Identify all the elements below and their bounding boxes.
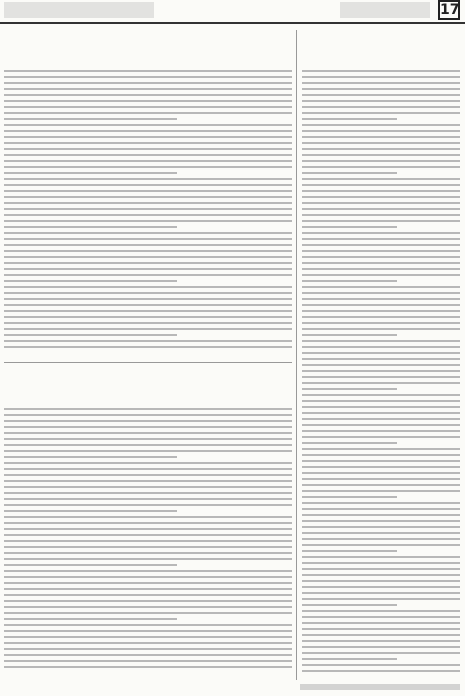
text-line-placeholder bbox=[4, 250, 292, 252]
text-line-placeholder bbox=[302, 106, 460, 108]
article-left-top bbox=[4, 30, 292, 360]
page-number: 17 bbox=[440, 2, 460, 18]
text-line-placeholder bbox=[302, 268, 460, 270]
text-line-placeholder bbox=[4, 346, 292, 348]
text-line-placeholder bbox=[4, 642, 292, 644]
text-line-placeholder bbox=[302, 592, 460, 594]
text-line-placeholder bbox=[302, 532, 460, 534]
text-line-placeholder bbox=[302, 394, 460, 396]
text-line-placeholder bbox=[4, 304, 292, 306]
text-line-placeholder bbox=[302, 412, 460, 414]
text-line-placeholder bbox=[4, 588, 292, 590]
text-line-placeholder bbox=[4, 214, 292, 216]
text-line-placeholder bbox=[302, 574, 460, 576]
text-line-placeholder bbox=[4, 660, 292, 662]
text-line-placeholder bbox=[302, 382, 460, 384]
text-line-placeholder bbox=[302, 124, 460, 126]
text-line-placeholder bbox=[302, 484, 460, 486]
text-line-placeholder bbox=[4, 292, 292, 294]
text-line-placeholder bbox=[302, 166, 460, 168]
text-line-placeholder bbox=[4, 124, 292, 126]
text-line-placeholder bbox=[302, 646, 460, 648]
text-line-placeholder bbox=[302, 262, 460, 264]
text-line-placeholder bbox=[302, 568, 460, 570]
text-line-placeholder bbox=[302, 640, 460, 642]
text-line-placeholder bbox=[302, 628, 460, 630]
text-line-placeholder bbox=[302, 490, 460, 492]
text-line-placeholder bbox=[302, 190, 460, 192]
text-line-placeholder bbox=[4, 148, 292, 150]
text-line-placeholder bbox=[4, 334, 177, 336]
text-line-placeholder bbox=[4, 594, 292, 596]
text-line-placeholder bbox=[302, 112, 460, 114]
text-line-placeholder bbox=[4, 316, 292, 318]
text-line-placeholder bbox=[4, 256, 292, 258]
text-line-placeholder bbox=[4, 498, 292, 500]
text-line-placeholder bbox=[302, 298, 460, 300]
text-line-placeholder bbox=[4, 546, 292, 548]
text-line-placeholder bbox=[302, 220, 460, 222]
article-left-bottom bbox=[4, 368, 292, 678]
text-line-placeholder bbox=[4, 624, 292, 626]
text-line-placeholder bbox=[302, 292, 460, 294]
text-line-placeholder bbox=[4, 420, 292, 422]
text-line-placeholder bbox=[302, 508, 460, 510]
text-line-placeholder bbox=[4, 106, 292, 108]
text-line-placeholder bbox=[4, 492, 292, 494]
article-right bbox=[302, 30, 460, 680]
text-line-placeholder bbox=[302, 616, 460, 618]
text-line-placeholder bbox=[302, 238, 460, 240]
text-line-placeholder bbox=[302, 424, 460, 426]
text-line-placeholder bbox=[4, 570, 292, 572]
text-line-placeholder bbox=[4, 534, 292, 536]
text-line-placeholder bbox=[4, 528, 292, 530]
article-title bbox=[302, 30, 460, 56]
text-line-placeholder bbox=[302, 244, 460, 246]
text-line-placeholder bbox=[4, 322, 292, 324]
text-line-placeholder bbox=[4, 76, 292, 78]
text-line-placeholder bbox=[4, 262, 292, 264]
text-line-placeholder bbox=[4, 432, 292, 434]
text-line-placeholder bbox=[4, 286, 292, 288]
text-line-placeholder bbox=[4, 414, 292, 416]
text-line-placeholder bbox=[302, 226, 397, 228]
text-line-placeholder bbox=[302, 196, 460, 198]
text-line-placeholder bbox=[4, 456, 177, 458]
text-line-placeholder bbox=[302, 430, 460, 432]
text-line-placeholder bbox=[302, 148, 460, 150]
text-line-placeholder bbox=[4, 154, 292, 156]
text-line-placeholder bbox=[4, 208, 292, 210]
text-line-placeholder bbox=[302, 232, 460, 234]
text-line-placeholder bbox=[4, 564, 177, 566]
text-line-placeholder bbox=[302, 256, 460, 258]
text-line-placeholder bbox=[4, 298, 292, 300]
text-line-placeholder bbox=[302, 658, 397, 660]
text-line-placeholder bbox=[302, 334, 397, 336]
page-footer bbox=[0, 684, 465, 694]
text-line-placeholder bbox=[302, 280, 397, 282]
text-line-placeholder bbox=[4, 274, 292, 276]
text-line-placeholder bbox=[4, 130, 292, 132]
text-line-placeholder bbox=[4, 558, 292, 560]
text-line-placeholder bbox=[4, 202, 292, 204]
text-line-placeholder bbox=[302, 142, 460, 144]
page-header bbox=[0, 0, 465, 22]
text-line-placeholder bbox=[302, 454, 460, 456]
text-line-placeholder bbox=[302, 70, 460, 72]
text-line-placeholder bbox=[4, 136, 292, 138]
text-line-placeholder bbox=[302, 346, 460, 348]
text-line-placeholder bbox=[302, 328, 460, 330]
text-line-placeholder bbox=[4, 510, 177, 512]
text-line-placeholder bbox=[4, 82, 292, 84]
text-line-placeholder bbox=[302, 214, 460, 216]
text-line-placeholder bbox=[4, 244, 292, 246]
text-line-placeholder bbox=[302, 436, 460, 438]
text-line-placeholder bbox=[4, 480, 292, 482]
text-line-placeholder bbox=[302, 478, 460, 480]
text-line-placeholder bbox=[302, 88, 460, 90]
text-line-placeholder bbox=[4, 184, 292, 186]
text-line-placeholder bbox=[4, 160, 292, 162]
text-line-placeholder bbox=[4, 654, 292, 656]
text-line-placeholder bbox=[302, 364, 460, 366]
text-line-placeholder bbox=[302, 622, 460, 624]
text-line-placeholder bbox=[302, 310, 460, 312]
text-line-placeholder bbox=[302, 418, 460, 420]
text-line-placeholder bbox=[4, 94, 292, 96]
text-line-placeholder bbox=[302, 550, 397, 552]
text-line-placeholder bbox=[302, 154, 460, 156]
text-line-placeholder bbox=[4, 450, 292, 452]
text-line-placeholder bbox=[4, 232, 292, 234]
text-line-placeholder bbox=[302, 184, 460, 186]
text-line-placeholder bbox=[302, 442, 397, 444]
text-line-placeholder bbox=[302, 100, 460, 102]
text-line-placeholder bbox=[4, 636, 292, 638]
text-line-placeholder bbox=[4, 648, 292, 650]
text-line-placeholder bbox=[4, 226, 177, 228]
text-line-placeholder bbox=[302, 520, 460, 522]
text-line-placeholder bbox=[302, 652, 460, 654]
article-divider bbox=[4, 362, 292, 363]
text-line-placeholder bbox=[4, 582, 292, 584]
text-line-placeholder bbox=[4, 474, 292, 476]
article-body-lines bbox=[4, 408, 292, 672]
text-line-placeholder bbox=[4, 462, 292, 464]
text-line-placeholder bbox=[4, 118, 177, 120]
text-line-placeholder bbox=[302, 172, 397, 174]
text-line-placeholder bbox=[302, 322, 460, 324]
text-line-placeholder bbox=[4, 630, 292, 632]
text-line-placeholder bbox=[302, 538, 460, 540]
text-line-placeholder bbox=[302, 304, 460, 306]
text-line-placeholder bbox=[302, 598, 460, 600]
text-line-placeholder bbox=[4, 220, 292, 222]
text-line-placeholder bbox=[302, 400, 460, 402]
text-line-placeholder bbox=[302, 82, 460, 84]
article-title bbox=[4, 30, 292, 56]
text-line-placeholder bbox=[4, 486, 292, 488]
text-line-placeholder bbox=[4, 438, 292, 440]
text-line-placeholder bbox=[302, 370, 460, 372]
text-line-placeholder bbox=[302, 406, 460, 408]
text-line-placeholder bbox=[4, 666, 292, 668]
text-line-placeholder bbox=[302, 274, 460, 276]
text-line-placeholder bbox=[4, 468, 292, 470]
text-line-placeholder bbox=[4, 504, 292, 506]
text-line-placeholder bbox=[302, 250, 460, 252]
text-line-placeholder bbox=[302, 556, 460, 558]
text-line-placeholder bbox=[4, 426, 292, 428]
text-line-placeholder bbox=[4, 328, 292, 330]
text-line-placeholder bbox=[302, 76, 460, 78]
text-line-placeholder bbox=[302, 472, 460, 474]
text-line-placeholder bbox=[302, 586, 460, 588]
text-line-placeholder bbox=[4, 112, 292, 114]
column-rule bbox=[296, 30, 297, 680]
text-line-placeholder bbox=[4, 618, 177, 620]
text-line-placeholder bbox=[302, 634, 460, 636]
text-line-placeholder bbox=[4, 516, 292, 518]
text-line-placeholder bbox=[302, 358, 460, 360]
text-line-placeholder bbox=[302, 178, 460, 180]
text-line-placeholder bbox=[4, 100, 292, 102]
text-line-placeholder bbox=[4, 238, 292, 240]
text-line-placeholder bbox=[4, 268, 292, 270]
text-line-placeholder bbox=[302, 340, 460, 342]
text-line-placeholder bbox=[302, 496, 397, 498]
article-body-lines bbox=[4, 70, 292, 352]
text-line-placeholder bbox=[302, 160, 460, 162]
text-line-placeholder bbox=[4, 606, 292, 608]
text-line-placeholder bbox=[4, 178, 292, 180]
text-line-placeholder bbox=[4, 552, 292, 554]
text-line-placeholder bbox=[302, 286, 460, 288]
text-line-placeholder bbox=[302, 466, 460, 468]
text-line-placeholder bbox=[4, 142, 292, 144]
text-line-placeholder bbox=[302, 502, 460, 504]
text-line-placeholder bbox=[302, 376, 460, 378]
text-line-placeholder bbox=[4, 540, 292, 542]
header-left-text bbox=[4, 2, 154, 18]
text-line-placeholder bbox=[302, 562, 460, 564]
text-line-placeholder bbox=[4, 310, 292, 312]
text-line-placeholder bbox=[4, 196, 292, 198]
text-line-placeholder bbox=[4, 522, 292, 524]
text-line-placeholder bbox=[4, 280, 177, 282]
text-line-placeholder bbox=[302, 664, 460, 666]
text-line-placeholder bbox=[302, 136, 460, 138]
text-line-placeholder bbox=[302, 448, 460, 450]
text-line-placeholder bbox=[4, 172, 177, 174]
text-line-placeholder bbox=[302, 526, 460, 528]
text-line-placeholder bbox=[4, 576, 292, 578]
article-title bbox=[4, 368, 292, 394]
header-rule bbox=[0, 22, 465, 24]
text-line-placeholder bbox=[4, 88, 292, 90]
text-line-placeholder bbox=[302, 316, 460, 318]
footer-text bbox=[300, 684, 460, 690]
text-line-placeholder bbox=[302, 130, 460, 132]
article-body-lines bbox=[302, 70, 460, 676]
text-line-placeholder bbox=[302, 544, 460, 546]
text-line-placeholder bbox=[302, 580, 460, 582]
text-line-placeholder bbox=[302, 388, 397, 390]
text-line-placeholder bbox=[4, 166, 292, 168]
text-line-placeholder bbox=[4, 408, 292, 410]
text-line-placeholder bbox=[302, 670, 460, 672]
text-line-placeholder bbox=[302, 352, 460, 354]
text-line-placeholder bbox=[302, 94, 460, 96]
text-line-placeholder bbox=[302, 202, 460, 204]
text-line-placeholder bbox=[4, 600, 292, 602]
text-line-placeholder bbox=[302, 460, 460, 462]
text-line-placeholder bbox=[4, 612, 292, 614]
text-line-placeholder bbox=[302, 610, 460, 612]
text-line-placeholder bbox=[4, 190, 292, 192]
text-line-placeholder bbox=[4, 340, 292, 342]
text-line-placeholder bbox=[302, 604, 397, 606]
text-line-placeholder bbox=[302, 118, 397, 120]
text-line-placeholder bbox=[4, 444, 292, 446]
text-line-placeholder bbox=[302, 514, 460, 516]
text-line-placeholder bbox=[302, 208, 460, 210]
text-line-placeholder bbox=[4, 70, 292, 72]
header-right-text bbox=[340, 2, 430, 18]
